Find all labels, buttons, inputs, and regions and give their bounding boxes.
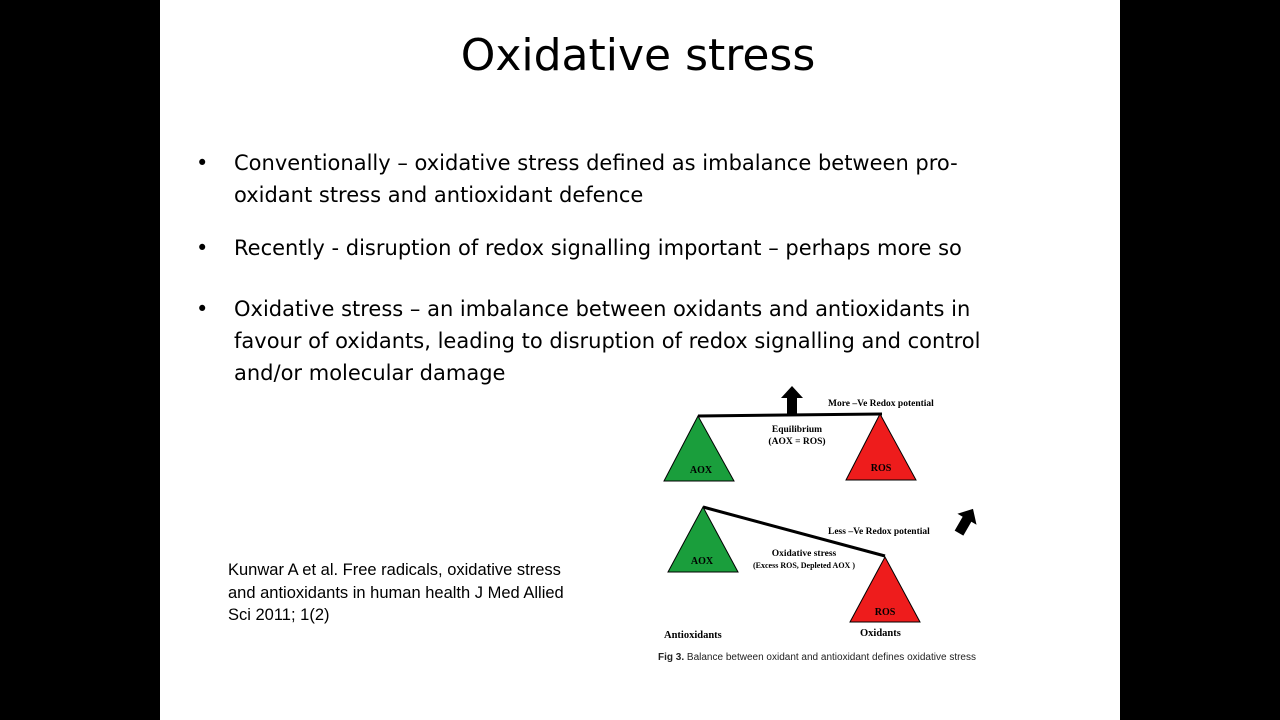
slide: [160, 0, 1120, 720]
bullet-dot: •: [196, 297, 209, 321]
more-redox-label: More –Ve Redox potential: [828, 399, 934, 409]
bullet-text: Recently - disruption of redox signalling important – perhaps more so: [234, 236, 962, 260]
bullet-list: [160, 0, 1120, 400]
aox-label-top: AOX: [689, 465, 713, 476]
equilibrium-label: Equilibrium: [771, 425, 823, 435]
figure-caption-prefix: Fig 3.: [658, 652, 685, 663]
aox-label-bottom: AOX: [690, 556, 714, 567]
bullet-text: Oxidative stress – an imbalance between oxidants and antioxidants in favour of oxidants, leading to disruption of redox signalling and control and/or molecular damage: [234, 297, 981, 385]
balance-diagram: [650, 380, 990, 650]
equilibrium-sublabel: (AOX = ROS): [768, 437, 826, 447]
figure-caption: [658, 652, 988, 664]
antioxidants-label: Antioxidants: [664, 630, 722, 641]
bullet-dot: •: [196, 236, 209, 260]
balance-beam-equilibrium: [698, 414, 882, 416]
oxidants-label: Oxidants: [860, 628, 901, 639]
balance-figure: [650, 380, 990, 690]
arrow-tilted-icon: [949, 503, 982, 538]
bullet-item: [196, 147, 996, 211]
slide-title: Oxidative stress: [460, 30, 816, 81]
less-redox-label: Less –Ve Redox potential: [828, 527, 930, 537]
bullet-item: [196, 293, 996, 389]
figure-caption-text: Balance between oxidant and antioxidant defines oxidative stress: [686, 652, 976, 663]
bullet-dot: •: [196, 151, 209, 175]
bullet-item: [196, 232, 996, 264]
stress-label: Oxidative stress: [771, 549, 837, 559]
ros-label-bottom: ROS: [874, 607, 896, 618]
bullet-text: Conventionally – oxidative stress defined as imbalance between pro-oxidant stress and antioxidant defence: [234, 151, 958, 207]
ros-label-top: ROS: [870, 463, 892, 474]
arrow-up-icon: [781, 386, 803, 414]
stress-sublabel: (Excess ROS, Depleted AOX ): [753, 561, 855, 570]
citation: Kunwar A et al. Free radicals, oxidative stress and antioxidants in human health J Med Allied Sci 2011; 1(2): [228, 561, 564, 624]
